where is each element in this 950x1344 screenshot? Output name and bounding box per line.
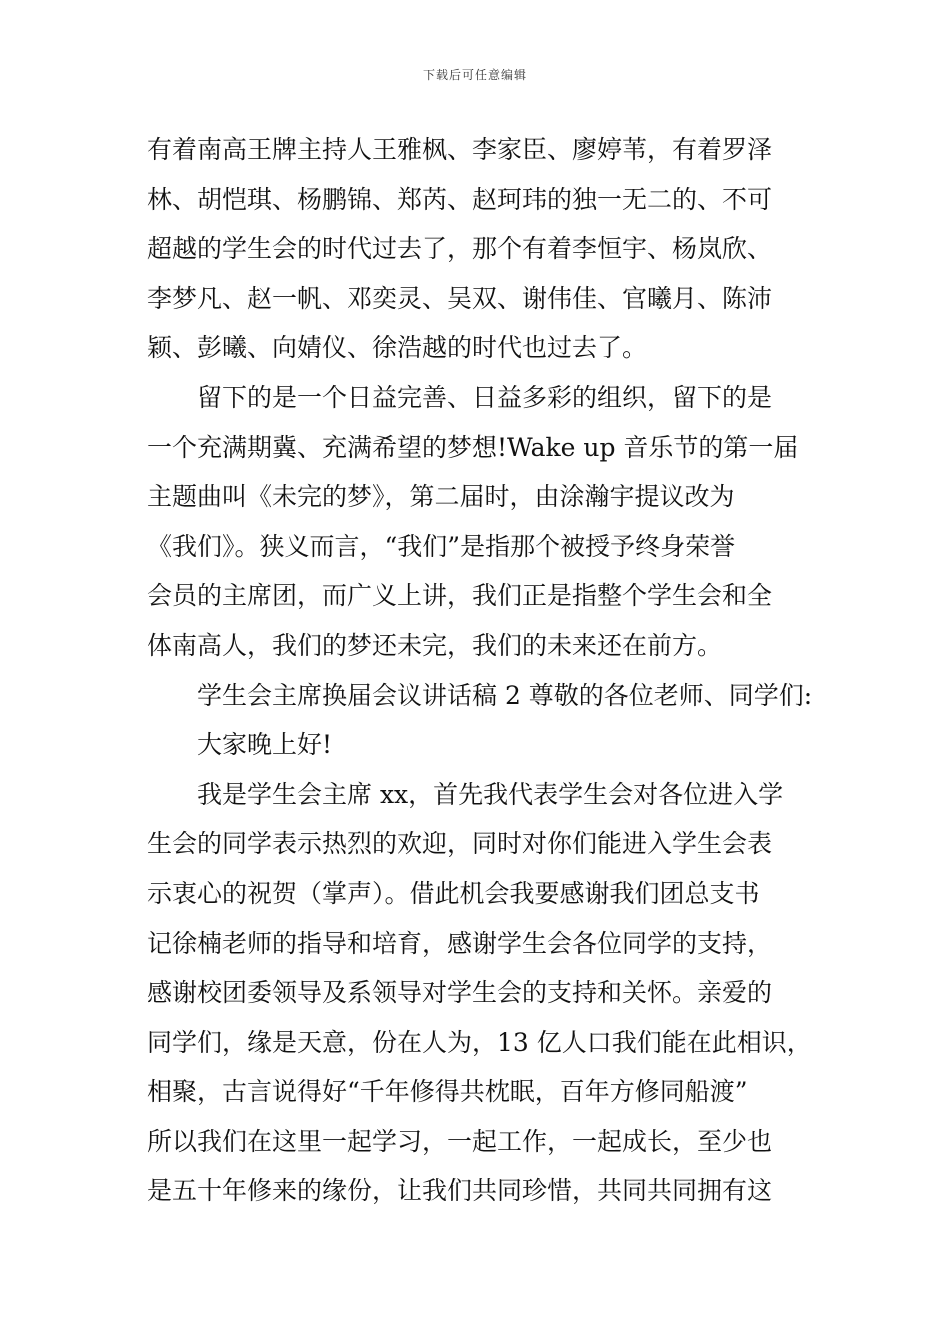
text-line: 生会的同学表示热烈的欢迎，同时对你们能进入学生会表: [147, 829, 773, 859]
document-body: [147, 125, 817, 1216]
paragraph-start-line: 学生会主席换届会议讲话稿 2 尊敬的各位老师、同学们:: [197, 680, 813, 710]
text-line: 会员的主席团，而广义上讲，我们正是指整个学生会和全: [147, 581, 773, 611]
text-line: 超越的学生会的时代过去了，那个有着李恒宇、杨岚欣、: [147, 234, 773, 264]
paragraph-start-line: 留下的是一个日益完善、日益多彩的组织，留下的是: [197, 382, 773, 412]
text-line: 主题曲叫《未完的梦》，第二届时，由涂瀚宇提议改为: [147, 482, 735, 512]
text-line: 感谢校团委领导及系领导对学生会的支持和关怀。亲爱的: [147, 978, 773, 1008]
paragraph-start-line: 大家晚上好!: [197, 730, 333, 760]
text-line: 相聚，古言说得好“千年修得共枕眠，百年方修同船渡”: [147, 1077, 748, 1107]
text-line: 一个充满期冀、充满希望的梦想!Wake up 音乐节的第一届: [147, 432, 799, 462]
text-line: 《我们》。狭义而言，“我们”是指那个被授予终身荣誉: [147, 531, 736, 561]
paragraph-start-line: 我是学生会主席 xx，首先我代表学生会对各位进入学: [197, 779, 784, 809]
text-line: 林、胡恺琪、杨鹏锦、郑芮、赵珂玮的独一无二的、不可: [147, 184, 773, 214]
text-line: 示衷心的祝贺（掌声）。借此机会我要感谢我们团总支书: [147, 878, 760, 908]
text-line: 有着南高王牌主持人王雅枫、李家臣、廖婷苇，有着罗泽: [147, 135, 773, 164]
text-line: 体南高人，我们的梦还未完，我们的未来还在前方。: [147, 630, 723, 660]
text-line: 同学们，缘是天意，份在人为，13 亿人口我们能在此相识，: [147, 1027, 812, 1057]
page-header: 下载后可任意编辑: [422, 68, 527, 82]
text-line: 所以我们在这里一起学习，一起工作，一起成长，至少也: [147, 1126, 773, 1156]
text-line: 记徐楠老师的指导和培育，感谢学生会各位同学的支持，: [147, 928, 773, 958]
text-line: 李梦凡、赵一帆、邓奕灵、吴双、谢伟佳、官曦月、陈沛: [147, 283, 773, 313]
text-line: 颖、彭曦、向婧仪、徐浩越的时代也过去了。: [147, 333, 648, 363]
text-line: 是五十年修来的缘份，让我们共同珍惜，共同共同拥有这: [147, 1176, 773, 1206]
